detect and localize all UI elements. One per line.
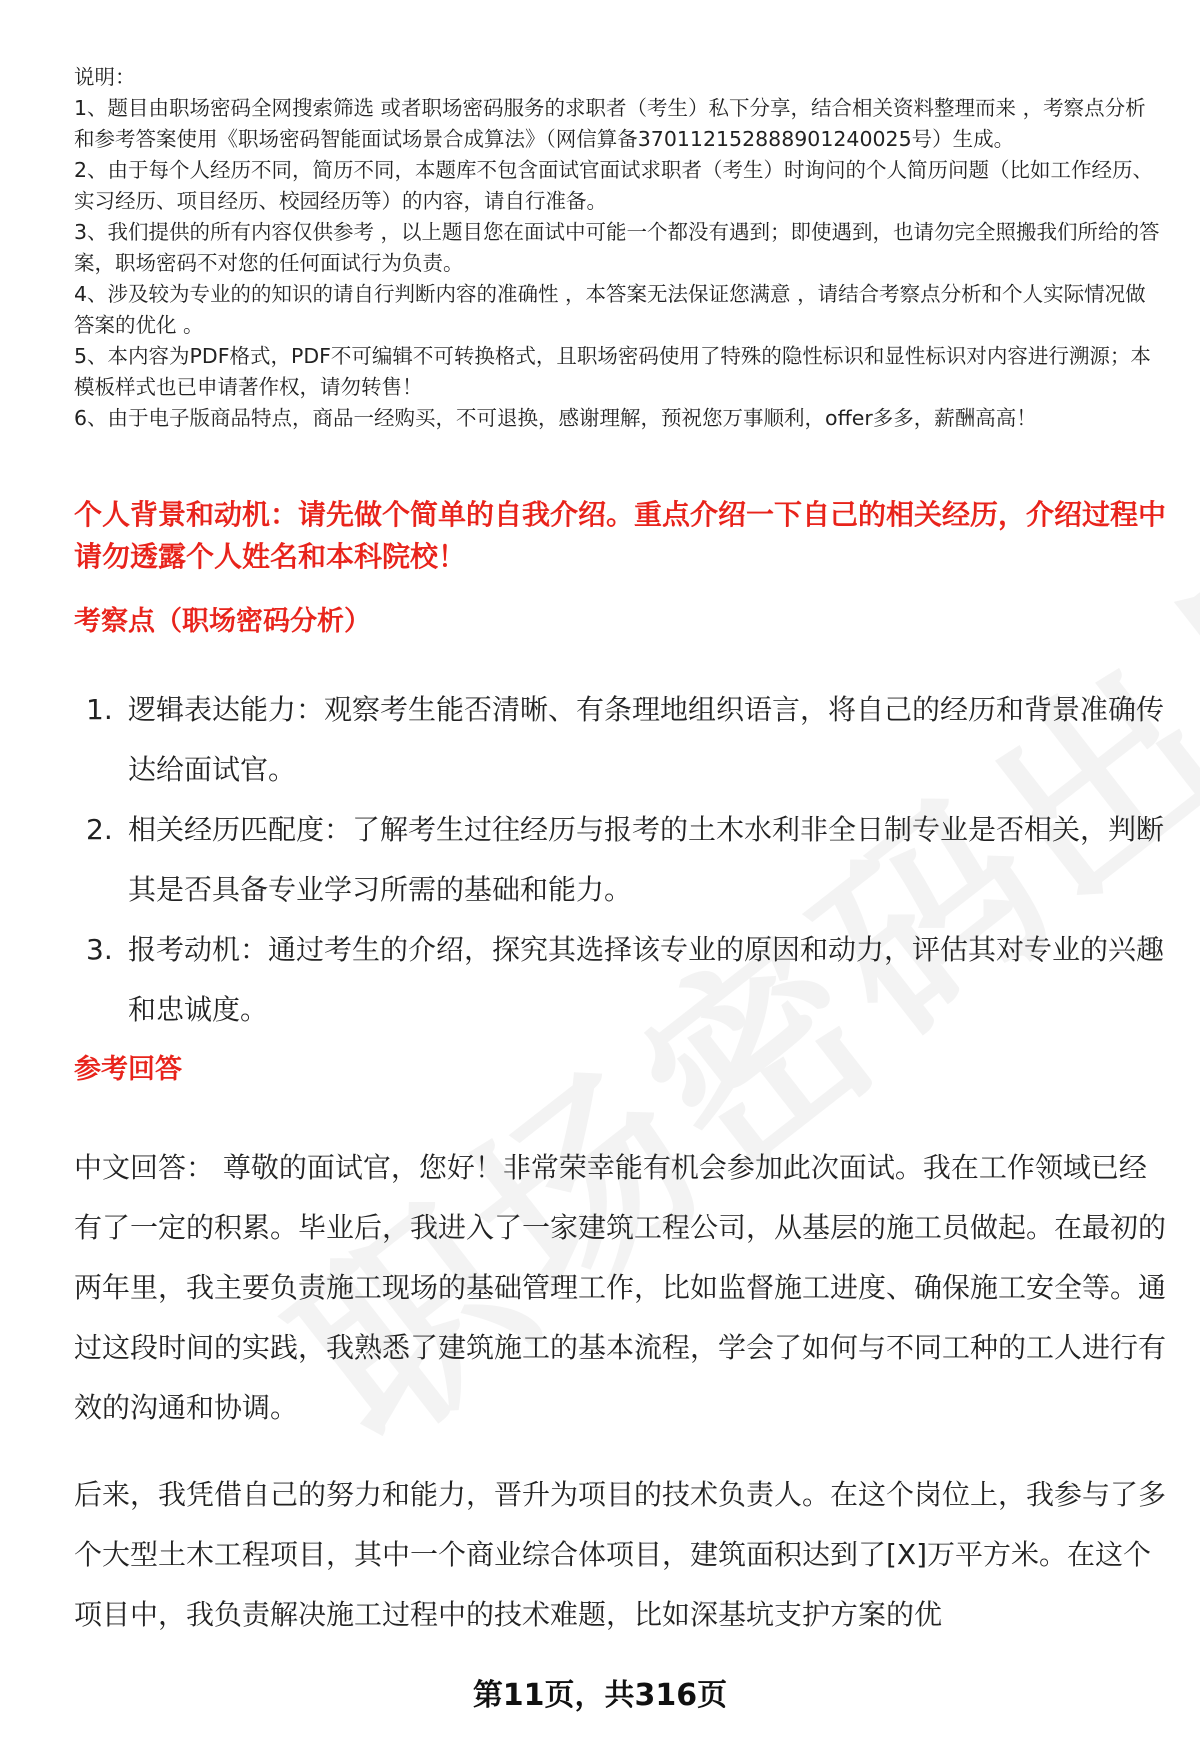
point-text: 相关经历匹配度：了解考生过往经历与报考的土木水利非全日制专业是否相关，判断其是否具备专业学习所需的基础和能力。 <box>128 813 1165 906</box>
note-item: 2、由于每个人经历不同，简历不同，本题库不包含面试官面试求职者（考生）时询问的个人简历问题（比如工作经历、实习经历、项目经历、校园经历等）的内容，请自行准备。 <box>74 158 1154 213</box>
notes-title: 说明： <box>74 65 136 89</box>
analysis-points <box>74 680 1166 1040</box>
answer-paragraph-1: 中文回答： 尊敬的面试官，您好！非常荣幸能有机会参加此次面试。我在工作领域已经有了一定的积累。毕业后，我进入了一家建筑工程公司，从基层的施工员做起。在最初的两年里，我主要负责施工现场的基础管理工作，比如监督施工进度、确保施工安全等。通过这段时间的实践，我熟悉了建筑施工的基本流程，学会了如何与不同工种的工人进行有效的沟通和协调。 <box>74 1151 1167 1424</box>
notes-section <box>74 62 1166 434</box>
reference-title: 参考回答 <box>74 1054 182 1085</box>
point-number: 1. <box>86 693 113 726</box>
analysis-point <box>74 920 1166 1040</box>
question-heading: 个人背景和动机：请先做个简单的自我介绍。重点介绍一下自己的相关经历，介绍过程中请勿透露个人姓名和本科院校！ <box>74 498 1167 573</box>
answer-paragraph-2: 后来，我凭借自己的努力和能力，晋升为项目的技术负责人。在这个岗位上，我参与了多个大型土木工程项目，其中一个商业综合体项目，建筑面积达到了[X]万平方米。在这个项目中，我负责解决施工过程中的技术难题，比如深基坑支护方案的优 <box>74 1478 1167 1631</box>
note-item: 1、题目由职场密码全网搜索筛选 或者职场密码服务的求职者（考生）私下分享，结合相关资料整理而来 ，考察点分析和参考答案使用《职场密码智能面试场景合成算法》（网信算备370112152888901240025号）生成。 <box>74 96 1146 151</box>
analysis-point <box>74 800 1166 920</box>
point-number: 3. <box>86 933 113 966</box>
point-text: 逻辑表达能力：观察考生能否清晰、有条理地组织语言，将自己的经历和背景准确传达给面试官。 <box>128 693 1165 786</box>
analysis-title: 考察点（职场密码分析） <box>74 606 371 637</box>
page-number: 第11页，共316页 <box>472 1678 728 1713</box>
analysis-point <box>74 680 1166 800</box>
point-number: 2. <box>86 813 113 846</box>
note-item: 4、涉及较为专业的的知识的请自行判断内容的准确性 ，本答案无法保证您满意 ，请结合考察点分析和个人实际情况做答案的优化 。 <box>74 282 1146 337</box>
note-item: 6、由于电子版商品特点，商品一经购买，不可退换，感谢理解，预祝您万事顺利，offer多多，薪酬高高！ <box>74 406 1037 430</box>
point-text: 报考动机：通过考生的介绍，探究其选择该专业的原因和动力，评估其对专业的兴趣和忠诚度。 <box>128 933 1165 1026</box>
note-item: 3、我们提供的所有内容仅供参考 ，以上题目您在面试中可能一个都没有遇到；即使遇到，也请勿完全照搬我们所给的答案，职场密码不对您的任何面试行为负责。 <box>74 220 1160 275</box>
note-item: 5、本内容为PDF格式，PDF不可编辑不可转换格式，且职场密码使用了特殊的隐性标识和显性标识对内容进行溯源；本模板样式也已申请著作权，请勿转售！ <box>74 344 1151 399</box>
